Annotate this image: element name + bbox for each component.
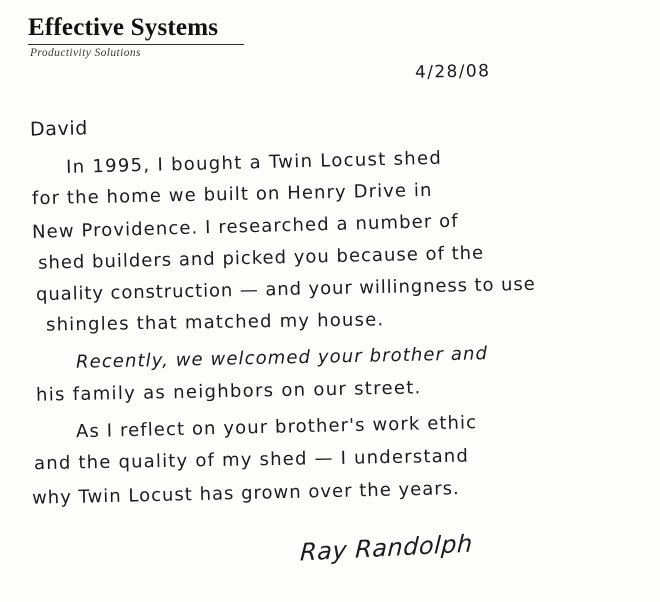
letter-line: New Providence. I researched a number of [31, 210, 459, 243]
letterhead [28, 14, 278, 59]
letter-line: and the quality of my shed — I understand [33, 445, 470, 475]
letter-salutation: David [29, 117, 89, 141]
letterhead-divider [28, 44, 244, 45]
letter-line: In 1995, I bought a Twin Locust shed [65, 147, 443, 178]
company-name: Effective Systems [28, 14, 219, 41]
letter-line: Recently, we welcomed your brother and [75, 343, 489, 373]
letter-body [30, 147, 630, 509]
letter-date: 4/28/08 [414, 61, 491, 83]
signature: Ray Randolph [299, 529, 474, 567]
letter-line: As I reflect on your brother's work ethic [75, 412, 478, 443]
letter-line: quality construction — and your willingness to use [35, 273, 536, 306]
letter-line: why Twin Locust has grown over the years. [31, 478, 460, 509]
letter-line: shingles that matched my house. [45, 309, 385, 336]
letter-line: shed builders and picked you because of the [37, 242, 485, 274]
company-tagline: Productivity Solutions [30, 46, 141, 59]
letter-line: his family as neighbors on our street. [35, 377, 422, 406]
letter-line: for the home we built on Henry Drive in [31, 179, 433, 210]
